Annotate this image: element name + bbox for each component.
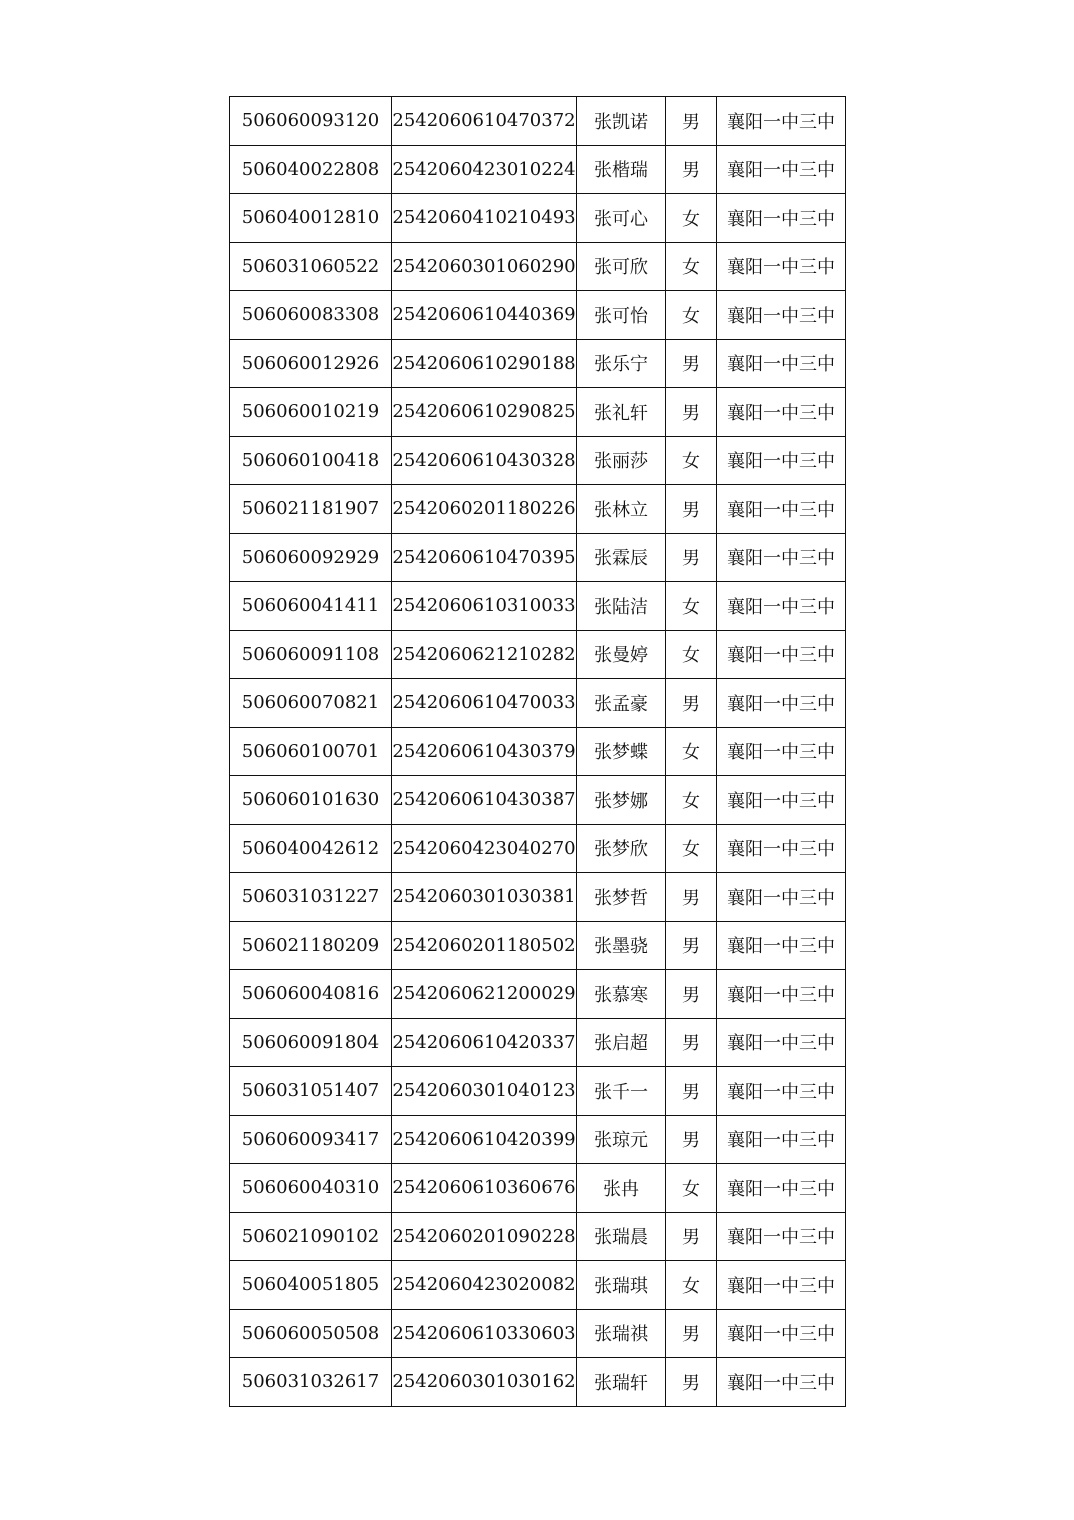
cell-school: 襄阳一中三中 [717,1115,846,1164]
cell-gender: 男 [666,1067,717,1116]
cell-gender: 女 [666,630,717,679]
cell-gender: 男 [666,1358,717,1407]
cell-school: 襄阳一中三中 [717,1309,846,1358]
cell-registration-number: 2542060423020082 [392,1261,577,1310]
cell-student-name: 张梦娜 [577,776,666,825]
cell-registration-number: 2542060301040123 [392,1067,577,1116]
table-row [230,970,846,1019]
cell-exam-number: 506060093120 [230,97,392,146]
cell-student-name: 张梦哲 [577,873,666,922]
cell-registration-number: 2542060610430379 [392,727,577,776]
cell-gender: 男 [666,921,717,970]
cell-registration-number: 2542060610470372 [392,97,577,146]
cell-gender: 男 [666,97,717,146]
cell-student-name: 张瑞晨 [577,1212,666,1261]
cell-school: 襄阳一中三中 [717,533,846,582]
cell-student-name: 张琼元 [577,1115,666,1164]
cell-exam-number: 506021181907 [230,485,392,534]
roster-body [230,97,846,1407]
cell-exam-number: 506060101630 [230,776,392,825]
cell-school: 襄阳一中三中 [717,1164,846,1213]
cell-school: 襄阳一中三中 [717,824,846,873]
cell-registration-number: 2542060610310033 [392,582,577,631]
cell-exam-number: 506060010219 [230,388,392,437]
cell-gender: 男 [666,1309,717,1358]
cell-school: 襄阳一中三中 [717,145,846,194]
cell-school: 襄阳一中三中 [717,873,846,922]
cell-school: 襄阳一中三中 [717,97,846,146]
cell-student-name: 张千一 [577,1067,666,1116]
cell-school: 襄阳一中三中 [717,339,846,388]
cell-student-name: 张乐宁 [577,339,666,388]
table-row [230,1018,846,1067]
cell-registration-number: 2542060610420337 [392,1018,577,1067]
table-row [230,824,846,873]
table-row [230,145,846,194]
cell-registration-number: 2542060301030381 [392,873,577,922]
table-row [230,582,846,631]
cell-school: 襄阳一中三中 [717,388,846,437]
cell-school: 襄阳一中三中 [717,727,846,776]
cell-registration-number: 2542060410210493 [392,194,577,243]
cell-student-name: 张曼婷 [577,630,666,679]
cell-registration-number: 2542060610430387 [392,776,577,825]
cell-student-name: 张瑞轩 [577,1358,666,1407]
cell-student-name: 张礼轩 [577,388,666,437]
cell-student-name: 张楷瑞 [577,145,666,194]
table-row [230,194,846,243]
cell-student-name: 张瑞琪 [577,1261,666,1310]
table-row [230,97,846,146]
table-row [230,1358,846,1407]
cell-exam-number: 506060091804 [230,1018,392,1067]
cell-exam-number: 506060070821 [230,679,392,728]
cell-exam-number: 506040042612 [230,824,392,873]
cell-exam-number: 506031032617 [230,1358,392,1407]
cell-exam-number: 506060100418 [230,436,392,485]
cell-gender: 女 [666,1261,717,1310]
table-row [230,485,846,534]
cell-student-name: 张启超 [577,1018,666,1067]
cell-exam-number: 506060040310 [230,1164,392,1213]
student-roster-table [229,96,846,1407]
cell-student-name: 张孟豪 [577,679,666,728]
cell-gender: 男 [666,145,717,194]
cell-gender: 男 [666,485,717,534]
cell-exam-number: 506060041411 [230,582,392,631]
cell-gender: 男 [666,1115,717,1164]
cell-registration-number: 2542060201180226 [392,485,577,534]
table-row [230,873,846,922]
cell-school: 襄阳一中三中 [717,630,846,679]
cell-registration-number: 2542060301030162 [392,1358,577,1407]
cell-gender: 女 [666,824,717,873]
cell-student-name: 张可欣 [577,242,666,291]
cell-school: 襄阳一中三中 [717,194,846,243]
cell-school: 襄阳一中三中 [717,1261,846,1310]
cell-school: 襄阳一中三中 [717,970,846,1019]
table-row [230,776,846,825]
cell-exam-number: 506021090102 [230,1212,392,1261]
cell-registration-number: 2542060610290825 [392,388,577,437]
cell-school: 襄阳一中三中 [717,436,846,485]
cell-exam-number: 506060093417 [230,1115,392,1164]
cell-school: 襄阳一中三中 [717,679,846,728]
cell-exam-number: 506031031227 [230,873,392,922]
cell-gender: 男 [666,1212,717,1261]
cell-gender: 男 [666,533,717,582]
cell-registration-number: 2542060621200029 [392,970,577,1019]
cell-exam-number: 506060100701 [230,727,392,776]
table-row [230,242,846,291]
cell-exam-number: 506060040816 [230,970,392,1019]
cell-exam-number: 506031060522 [230,242,392,291]
cell-gender: 男 [666,339,717,388]
cell-school: 襄阳一中三中 [717,776,846,825]
cell-registration-number: 2542060301060290 [392,242,577,291]
cell-gender: 男 [666,388,717,437]
cell-school: 襄阳一中三中 [717,291,846,340]
table-row [230,533,846,582]
cell-gender: 女 [666,291,717,340]
cell-school: 襄阳一中三中 [717,1358,846,1407]
cell-school: 襄阳一中三中 [717,485,846,534]
cell-gender: 女 [666,436,717,485]
cell-student-name: 张梦欣 [577,824,666,873]
cell-gender: 女 [666,776,717,825]
cell-registration-number: 2542060610470395 [392,533,577,582]
cell-gender: 女 [666,727,717,776]
cell-exam-number: 506060083308 [230,291,392,340]
cell-student-name: 张可心 [577,194,666,243]
cell-school: 襄阳一中三中 [717,1018,846,1067]
cell-exam-number: 506060012926 [230,339,392,388]
cell-student-name: 张梦蝶 [577,727,666,776]
cell-exam-number: 506060092929 [230,533,392,582]
cell-student-name: 张丽莎 [577,436,666,485]
table-row [230,1115,846,1164]
cell-exam-number: 506031051407 [230,1067,392,1116]
cell-gender: 男 [666,679,717,728]
cell-gender: 男 [666,970,717,1019]
table-row [230,679,846,728]
cell-exam-number: 506040022808 [230,145,392,194]
table-row [230,388,846,437]
cell-registration-number: 2542060610360676 [392,1164,577,1213]
table-row [230,921,846,970]
cell-school: 襄阳一中三中 [717,1067,846,1116]
cell-registration-number: 2542060610430328 [392,436,577,485]
table-row [230,436,846,485]
cell-exam-number: 506060050508 [230,1309,392,1358]
table-row [230,727,846,776]
cell-student-name: 张霖辰 [577,533,666,582]
cell-gender: 女 [666,242,717,291]
cell-gender: 女 [666,194,717,243]
cell-registration-number: 2542060610330603 [392,1309,577,1358]
cell-school: 襄阳一中三中 [717,582,846,631]
cell-student-name: 张墨骁 [577,921,666,970]
table-row [230,1067,846,1116]
table-row [230,1164,846,1213]
cell-gender: 女 [666,582,717,631]
cell-registration-number: 2542060610420399 [392,1115,577,1164]
cell-student-name: 张慕寒 [577,970,666,1019]
cell-registration-number: 2542060610290188 [392,339,577,388]
cell-registration-number: 2542060423040270 [392,824,577,873]
table-row [230,339,846,388]
cell-gender: 男 [666,873,717,922]
table-row [230,1309,846,1358]
cell-registration-number: 2542060610470033 [392,679,577,728]
cell-registration-number: 2542060201090228 [392,1212,577,1261]
table-row [230,1261,846,1310]
cell-student-name: 张瑞祺 [577,1309,666,1358]
cell-school: 襄阳一中三中 [717,921,846,970]
cell-student-name: 张林立 [577,485,666,534]
table-row [230,291,846,340]
cell-registration-number: 2542060610440369 [392,291,577,340]
table-row [230,630,846,679]
cell-student-name: 张陆洁 [577,582,666,631]
table-row [230,1212,846,1261]
cell-exam-number: 506040051805 [230,1261,392,1310]
cell-registration-number: 2542060423010224 [392,145,577,194]
cell-student-name: 张凯诺 [577,97,666,146]
cell-registration-number: 2542060201180502 [392,921,577,970]
cell-exam-number: 506021180209 [230,921,392,970]
cell-student-name: 张可怡 [577,291,666,340]
cell-registration-number: 2542060621210282 [392,630,577,679]
cell-gender: 女 [666,1164,717,1213]
cell-exam-number: 506060091108 [230,630,392,679]
cell-school: 襄阳一中三中 [717,242,846,291]
cell-gender: 男 [666,1018,717,1067]
cell-student-name: 张冉 [577,1164,666,1213]
cell-exam-number: 506040012810 [230,194,392,243]
cell-school: 襄阳一中三中 [717,1212,846,1261]
